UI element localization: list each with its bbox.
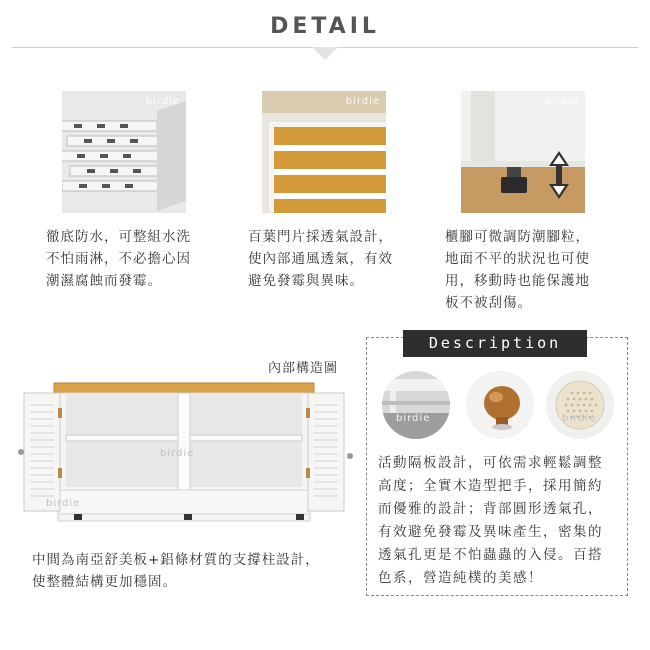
cabinet-illustration [18,380,358,530]
description-tab: Description [403,330,587,357]
watermark: birdie [145,96,180,107]
vent-circle-photo [546,371,614,439]
knob-circle-photo [466,371,534,439]
section-title: DETAIL [270,14,380,39]
cabinet-label: 內部構造圖 [268,361,339,376]
caption-foot: 櫃腳可微調防潮腳粒， 地面不平的狀況也可使 用，移動時也能保護地 板不被刮傷。 [445,229,590,311]
description-text: 活動隔板設計，可依需求輕鬆調整 高度；全實木造型把手，採用簡約 而優雅的設計；背部圓形透氣孔， 有效避免發霉及異味產生，密集的 透氣孔更是不怕蟲蟲的入侵。百搭 色系，營造純樸的美感！ [378,455,603,586]
watermark: birdie [544,96,579,107]
detail-photo-foot [461,91,585,213]
caption-waterproof: 徹底防水，可整組水洗 不怕雨淋，不必擔心因 潮濕腐蝕而發霉。 [46,229,191,289]
watermark: birdie [46,498,81,509]
watermark: birdie [160,448,195,459]
shelf-circle-photo [382,371,450,439]
cabinet-caption: 中間為南亞舒美板+鋁條材質的支撐柱設計， 使整體結構更加穩固。 [32,552,320,590]
watermark: birdie [396,413,431,424]
detail-photo-waterproof [62,91,186,213]
divider-notch [312,47,338,60]
watermark: birdie [345,96,380,107]
detail-photo-louver [262,91,386,213]
watermark: birdie [562,413,597,424]
caption-louver: 百葉門片採透氣設計， 使內部通風透氣，有效 避免發霉與異味。 [248,229,393,289]
